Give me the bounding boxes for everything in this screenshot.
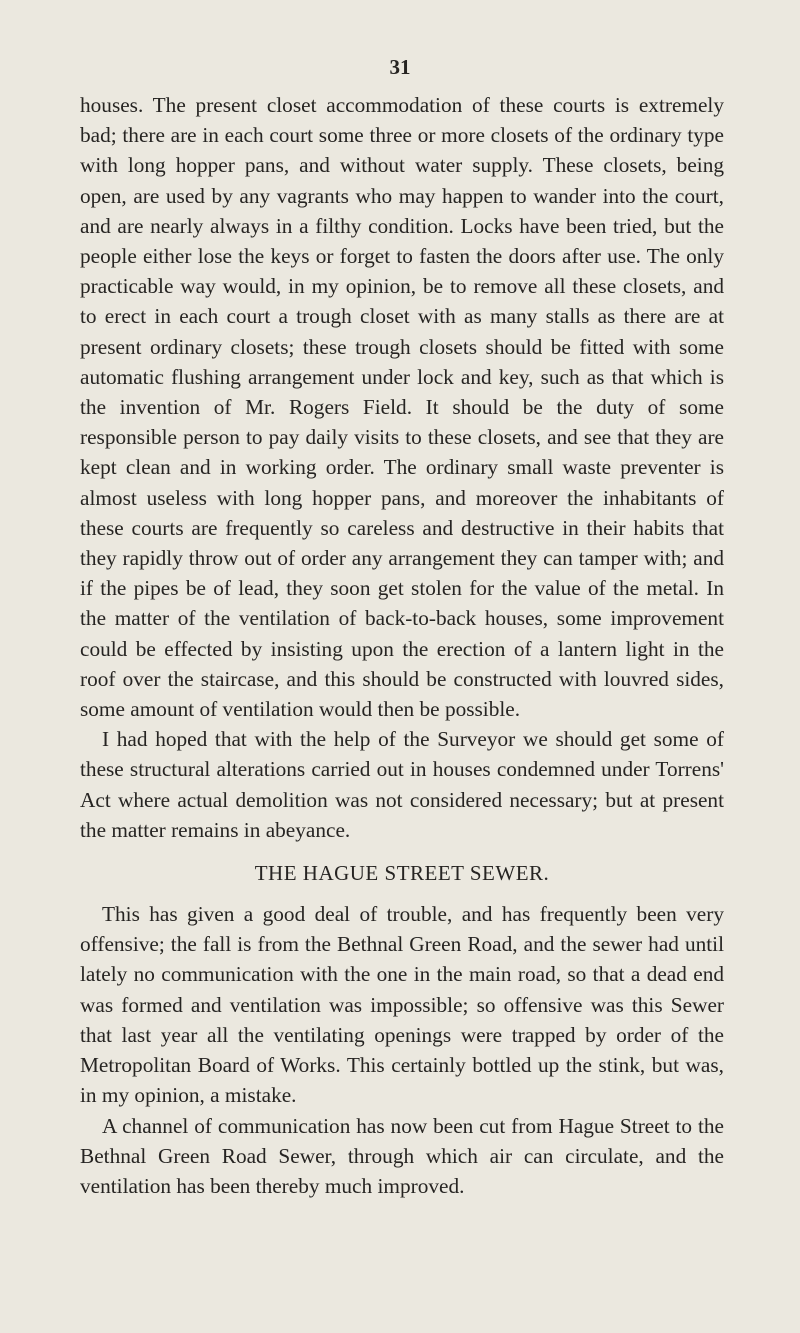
page-number: 31 bbox=[389, 55, 411, 79]
section-heading: THE HAGUE STREET SEWER. bbox=[254, 861, 550, 886]
paragraph-sewer-trouble: This has given a good deal of trouble, and has frequently been very offensive; the fall is from the Bethnal Green Road, and the sewer had until lately no communication with the one in the main road, so that a dead end was formed and ventilation was impossible; so offensive was this Sewer that last year all the ventilating openings were trapped by order of the Metropolitan Board of Works. This certainly bottled up the stink, but was, in my opinion, a mistake. bbox=[80, 902, 724, 1108]
paragraph-closets: houses. The present closet accommodation of these courts is extremely bad; there are in each court some three or more closets of the ordinary type with long hopper pans, and without water supply. These closets, being open, are used by any vagrants who may happen to wander into the court, and are nearly always in a filthy condition. Locks have been tried, but the people either lose the keys or forget to fasten the doors after use. The only practicable way would, in my opinion, be to remove all these closets, and to erect in each court a trough closet with as many stalls as there are at present ordinary closets; these trough closets should be fitted with some automatic flushing arrangement under lock and key, such as that which is the invention of Mr. Rogers Field. It should be the duty of some responsible person to pay daily visits to these closets, and see that they are kept clean and in working order. The ordinary small waste preventer is almost useless with long hopper pans, and moreover the inhabitants of these courts are frequently so careless and destructive in their habits that they rapidly throw out of order any arrangement they can tamper with; and if the pipes be of lead, they soon get stolen for the value of the metal. In the matter of the ventilation of back-to-back houses, some improvement could be effected by insisting upon the erection of a lantern light in the roof over the staircase, and this should be constructed with louvred sides, some amount of ventilation would then be possible. bbox=[80, 93, 724, 722]
document-body bbox=[80, 90, 724, 1201]
paragraph-sewer-channel: A channel of communication has now been cut from Hague Street to the Bethnal Green Road Sewer, through which air can circulate, and the ventilation has been thereby much improved. bbox=[80, 1113, 724, 1198]
paragraph-surveyor: I had hoped that with the help of the Surveyor we should get some of these structural alterations carried out in houses condemned under Torrens' Act where actual demolition was not considered necessary; but at present the matter remains in abeyance. bbox=[80, 727, 724, 842]
